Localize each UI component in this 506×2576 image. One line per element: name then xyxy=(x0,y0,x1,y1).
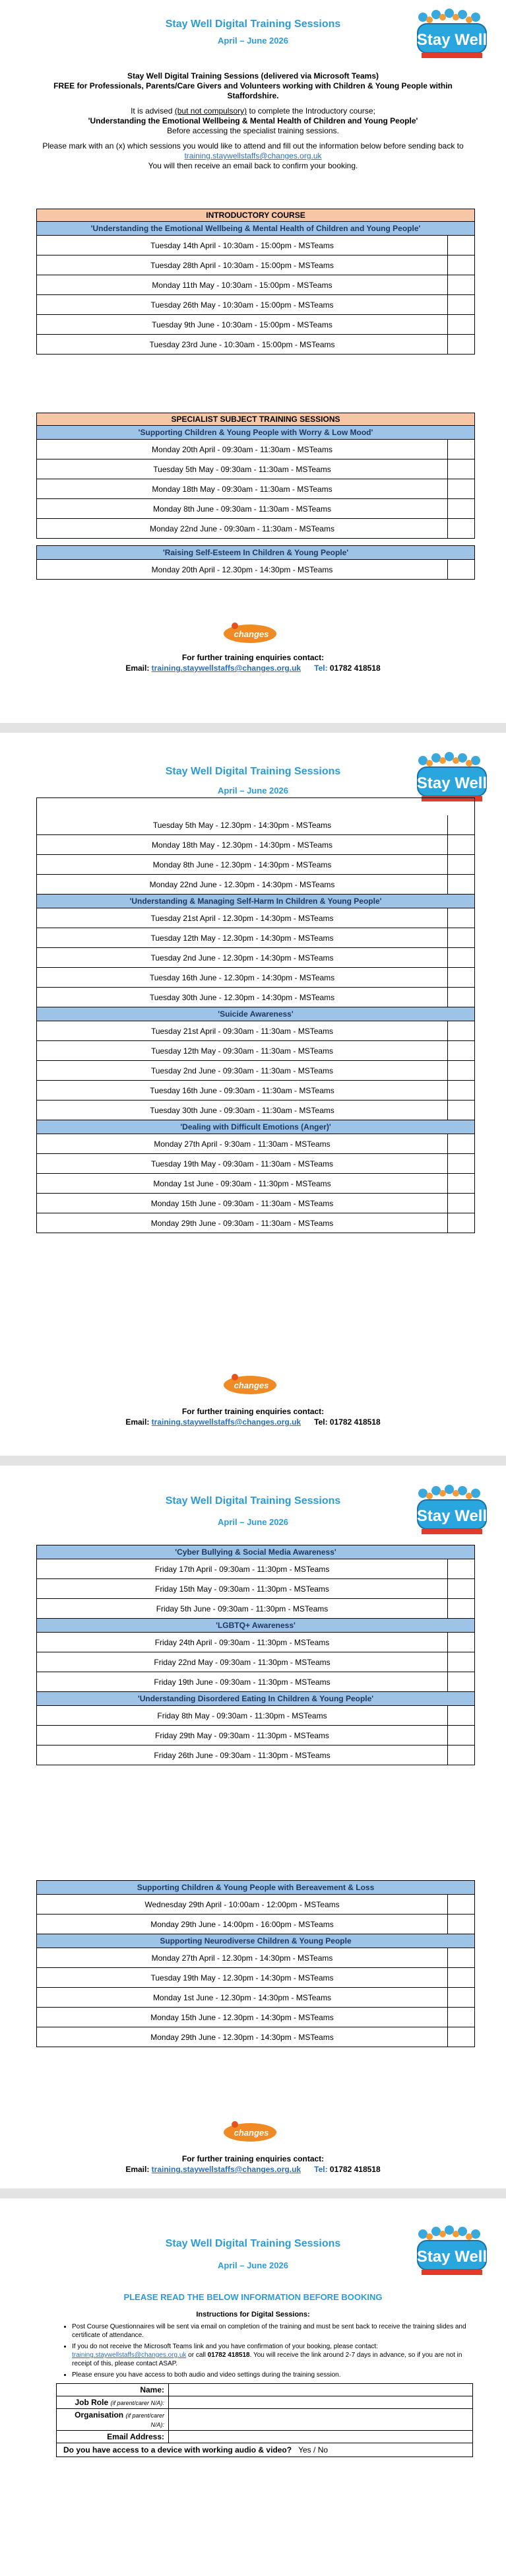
session-row xyxy=(36,948,475,968)
session-select-box[interactable] xyxy=(448,968,474,987)
session-select-box[interactable] xyxy=(448,1915,474,1934)
anger-title: 'Dealing with Difficult Emotions (Anger)' xyxy=(36,1120,475,1134)
session-row xyxy=(36,1652,475,1672)
session-select-box[interactable] xyxy=(448,1213,474,1233)
session-label: Monday 1st June - 12.30pm - 14:30pm - MSTeams xyxy=(37,1988,448,2007)
session-row xyxy=(36,1895,475,1915)
session-select-box[interactable] xyxy=(448,1633,474,1652)
session-label: Tuesday 30th June - 09:30am - 11:30am - MSTeams xyxy=(37,1101,448,1120)
session-label: Friday 8th May - 09:30am - 11:30pm - MSTeams xyxy=(37,1706,448,1725)
session-label: Tuesday 19th May - 12.30pm - 14:30pm - MSTeams xyxy=(37,1968,448,1987)
session-row xyxy=(36,1968,475,1988)
session-select-box[interactable] xyxy=(448,1706,474,1725)
page-title: Stay Well Digital Training Sessions xyxy=(165,18,341,30)
session-label: Tuesday 2nd June - 09:30am - 11:30am - MSTeams xyxy=(37,1061,448,1080)
session-label: Tuesday 5th May - 12.30pm - 14:30pm - MSTeams xyxy=(37,815,448,834)
session-label: Monday 22nd June - 09:30am - 11:30am - MSTeams xyxy=(37,519,448,538)
session-row xyxy=(36,236,475,255)
session-label: Tuesday 5th May - 09:30am - 11:30am - MSTeams xyxy=(37,459,448,479)
instructions-list xyxy=(63,2322,468,2382)
session-label: Tuesday 19th May - 09:30am - 11:30am - MSTeams xyxy=(37,1154,448,1173)
selfesteem-title: 'Raising Self-Esteem In Children & Young People' xyxy=(36,545,475,560)
session-row xyxy=(36,1559,475,1579)
device-question: Do you have access to a device with working audio & video? Yes / No xyxy=(63,2445,329,2455)
session-label: Tuesday 21st April - 09:30am - 11:30am - MSTeams xyxy=(37,1021,448,1040)
session-select-box[interactable] xyxy=(448,459,474,479)
session-select-box[interactable] xyxy=(448,988,474,1007)
session-row xyxy=(36,479,475,499)
session-row xyxy=(36,875,475,895)
session-row xyxy=(36,440,475,459)
svg-text:Stay Well: Stay Well xyxy=(416,31,488,49)
session-row xyxy=(36,2008,475,2027)
email-row xyxy=(57,2431,472,2443)
session-row xyxy=(36,1021,475,1041)
svg-text:changes: changes xyxy=(234,629,269,639)
session-row xyxy=(36,1081,475,1101)
session-label: Friday 5th June - 09:30am - 11:30pm - MSTeams xyxy=(37,1599,448,1618)
name-label: Name: xyxy=(57,2384,169,2396)
session-select-box[interactable] xyxy=(448,479,474,498)
org-row xyxy=(57,2409,472,2431)
session-select-box[interactable] xyxy=(448,1081,474,1100)
session-select-box[interactable] xyxy=(448,560,474,579)
email-label: Email Address: xyxy=(57,2431,169,2443)
email-field[interactable] xyxy=(169,2431,472,2443)
device-row xyxy=(57,2443,472,2457)
session-select-box[interactable] xyxy=(448,1579,474,1598)
session-row xyxy=(36,1174,475,1194)
svg-text:changes: changes xyxy=(234,2128,269,2138)
selfharm-title: 'Understanding & Managing Self-Harm In Children & Young People' xyxy=(36,895,475,908)
session-select-box[interactable] xyxy=(448,875,474,894)
session-label: Tuesday 30th June - 12.30pm - 14:30pm - MSTeams xyxy=(37,988,448,1007)
organisation-field[interactable] xyxy=(169,2409,472,2430)
session-row xyxy=(36,295,475,315)
session-label: Wednesday 29th April - 10:00am - 12:00pm - MSTeams xyxy=(37,1895,448,1914)
session-row xyxy=(36,908,475,928)
intro-course-title: 'Understanding the Emotional Wellbeing & Mental Health of Children and Young People' xyxy=(36,222,475,236)
session-select-box[interactable] xyxy=(448,440,474,459)
device-options[interactable]: Yes / No xyxy=(298,2445,329,2455)
session-label: Friday 29th May - 09:30am - 11:30pm - MSTeams xyxy=(37,1726,448,1745)
support-email-link[interactable]: training.staywellstaffs@changes.org.uk xyxy=(72,2352,187,2359)
session-label: Monday 22nd June - 12.30pm - 14:30pm - MSTeams xyxy=(37,875,448,894)
session-select-box[interactable] xyxy=(448,908,474,928)
instruction-item: • If you do not receive the Microsoft Teams link and you have confirmation of your booking, please contact: training.staywellstaffs@changes.org.uk or call 01782 418518. You will receive the link around 2-7 days in advance, so if you are not in receipt of this, please contact ASAP. xyxy=(72,2342,468,2368)
contact-email-link[interactable]: training.staywellstaffs@changes.org.uk xyxy=(151,663,301,673)
session-select-box[interactable] xyxy=(448,835,474,854)
session-row xyxy=(36,988,475,1007)
session-select-box[interactable] xyxy=(448,1652,474,1672)
session-select-box[interactable] xyxy=(448,1895,474,1914)
page-1 xyxy=(0,0,506,723)
intro-course-header: INTRODUCTORY COURSE xyxy=(36,209,475,222)
session-label: Monday 11th May - 10:30am - 15:00pm - MSTeams xyxy=(37,275,448,294)
name-row xyxy=(57,2384,472,2396)
session-select-box[interactable] xyxy=(448,1988,474,2007)
session-label: Monday 18th May - 12.30pm - 14:30pm - MSTeams xyxy=(37,835,448,854)
worry-title: 'Supporting Children & Young People with Worry & Low Mood' xyxy=(36,426,475,440)
svg-text:Stay Well: Stay Well xyxy=(416,774,488,792)
page-title: Stay Well Digital Training Sessions xyxy=(165,766,341,777)
session-row xyxy=(36,275,475,295)
session-label: Monday 29th June - 12.30pm - 14:30pm - MSTeams xyxy=(37,2027,448,2047)
session-row xyxy=(36,335,475,355)
page-4 xyxy=(0,2198,506,2576)
session-row xyxy=(36,1101,475,1120)
session-row xyxy=(36,1633,475,1652)
session-row xyxy=(36,1672,475,1692)
session-select-box[interactable] xyxy=(448,236,474,255)
session-row xyxy=(36,1746,475,1765)
session-label: Tuesday 16th June - 12.30pm - 14:30pm - MSTeams xyxy=(37,968,448,987)
session-row xyxy=(36,560,475,580)
session-row xyxy=(36,1915,475,1934)
session-select-box[interactable] xyxy=(448,1041,474,1060)
stay-well-logo xyxy=(412,8,491,62)
instruction-item: • Please ensure you have access to both audio and video settings during the training session. xyxy=(72,2371,468,2379)
session-select-box[interactable] xyxy=(448,1154,474,1173)
session-row xyxy=(36,855,475,875)
session-label: Monday 8th June - 09:30am - 11:30am - MSTeams xyxy=(37,499,448,518)
session-label: Monday 29th June - 14:00pm - 16:00pm - MSTeams xyxy=(37,1915,448,1934)
svg-text:changes: changes xyxy=(234,1380,269,1390)
session-select-box[interactable] xyxy=(448,1948,474,1967)
session-label: Monday 15th June - 12.30pm - 14:30pm - MSTeams xyxy=(37,2008,448,2027)
session-row xyxy=(36,1599,475,1619)
session-label: Tuesday 26th May - 10:30am - 15:00pm - MSTeams xyxy=(37,295,448,314)
session-select-box[interactable] xyxy=(448,255,474,275)
session-select-box[interactable] xyxy=(448,1174,474,1193)
job-role-field[interactable] xyxy=(169,2396,472,2408)
session-label: Monday 20th April - 09:30am - 11:30am - MSTeams xyxy=(37,440,448,459)
session-row xyxy=(36,1213,475,1233)
session-row xyxy=(36,255,475,275)
session-row xyxy=(36,315,475,335)
session-label: Monday 1st June - 09:30am - 11:30pm - MSTeams xyxy=(37,1174,448,1193)
session-row xyxy=(36,815,475,835)
page3-table-a xyxy=(36,1545,475,1765)
session-select-box[interactable] xyxy=(448,295,474,314)
name-field[interactable] xyxy=(169,2384,472,2396)
session-label: Friday 17th April - 09:30am - 11:30pm - MSTeams xyxy=(37,1559,448,1578)
session-row xyxy=(36,499,475,519)
session-select-box[interactable] xyxy=(448,928,474,947)
svg-text:Stay Well: Stay Well xyxy=(416,2248,488,2266)
session-row xyxy=(36,1061,475,1081)
selfesteem-cont-table xyxy=(36,797,475,1233)
session-label: Tuesday 9th June - 10:30am - 15:00pm - MSTeams xyxy=(37,315,448,334)
page3-table-b xyxy=(36,1880,475,2047)
session-label: Tuesday 28th April - 10:30am - 15:00pm - MSTeams xyxy=(37,255,448,275)
session-select-box[interactable] xyxy=(448,1726,474,1745)
session-select-box[interactable] xyxy=(448,1599,474,1618)
session-select-box[interactable] xyxy=(448,1061,474,1080)
role-label: Job Role (if parent/carer N/A): xyxy=(57,2396,169,2408)
page-subtitle: April – June 2026 xyxy=(218,786,288,796)
session-row xyxy=(36,2027,475,2047)
page-subtitle: April – June 2026 xyxy=(218,1517,288,1527)
session-select-box[interactable] xyxy=(448,335,474,354)
org-label: Organisation (if parent/carer N/A): xyxy=(57,2409,169,2430)
session-select-box[interactable] xyxy=(448,1968,474,1987)
page-title: Stay Well Digital Training Sessions xyxy=(165,1495,341,1507)
role-row xyxy=(57,2396,472,2409)
specialist-header: SPECIALIST SUBJECT TRAINING SESSIONS xyxy=(36,413,475,426)
session-select-box[interactable] xyxy=(448,1672,474,1691)
session-row xyxy=(36,835,475,855)
instructions-heading: Instructions for Digital Sessions: xyxy=(196,2311,310,2319)
page-subtitle: April – June 2026 xyxy=(218,2260,288,2270)
session-select-box[interactable] xyxy=(448,275,474,294)
session-select-box[interactable] xyxy=(448,948,474,967)
changes-logo xyxy=(220,621,280,644)
session-label: Monday 18th May - 09:30am - 11:30am - MSTeams xyxy=(37,479,448,498)
session-label: Monday 20th April - 12.30pm - 14:30pm - MSTeams xyxy=(37,560,448,579)
intro-course-table xyxy=(36,209,475,355)
session-row xyxy=(36,1726,475,1746)
contact-block: For further training enquiries contact: Email: training.staywellstaffs@changes.org.uk Tel: 01782 418518 xyxy=(125,2154,381,2174)
changes-logo xyxy=(220,1372,280,1396)
session-label: Friday 19th June - 09:30am - 11:30pm - MSTeams xyxy=(37,1672,448,1691)
session-label: Friday 26th June - 09:30am - 11:30pm - MSTeams xyxy=(37,1746,448,1765)
session-row xyxy=(36,459,475,479)
svg-text:Stay Well: Stay Well xyxy=(416,1507,488,1525)
changes-logo xyxy=(220,2119,280,2143)
lgbtq-title: 'LGBTQ+ Awareness' xyxy=(36,1619,475,1633)
session-label: Friday 24th April - 09:30am - 11:30pm - MSTeams xyxy=(37,1633,448,1652)
bereavement-title: Supporting Children & Young People with Bereavement & Loss xyxy=(36,1880,475,1895)
contact-block: For further training enquiries contact: Email: training.staywellstaffs@changes.org.uk Tel: 01782 418518 xyxy=(125,653,381,673)
page-3 xyxy=(0,1466,506,2188)
session-select-box[interactable] xyxy=(448,2027,474,2047)
session-select-box[interactable] xyxy=(448,315,474,334)
booking-warning: PLEASE READ THE BELOW INFORMATION BEFORE BOOKING xyxy=(123,2292,383,2302)
contact-email-link[interactable]: training.staywellstaffs@changes.org.uk xyxy=(151,1417,301,1427)
instruction-item: • Post Course Questionnaires will be sent via email on completion of the training and must be sent back to receive the training slides and certificate of attendance. xyxy=(72,2322,468,2340)
session-label: Tuesday 12th May - 12.30pm - 14:30pm - MSTeams xyxy=(37,928,448,947)
page-2 xyxy=(0,733,506,1456)
page-title: Stay Well Digital Training Sessions xyxy=(165,2238,341,2249)
session-row xyxy=(36,1041,475,1061)
page-subtitle: April – June 2026 xyxy=(218,36,288,46)
intro-text: Stay Well Digital Training Sessions (delivered via Microsoft Teams) FREE for Professionals, Parents/Care Givers and Volunteers working with Children & Young People within Staffordshire. It is advised (but not compulsory) to complete the Introductory course; 'Understanding the Emotional Wellbeing & Mental Health of Children and Young People' Before accessing the specialist training sessions. Please mark with an (x) which sessions you would like to attend and fill out the information below before sending back to training.staywellstaffs@changes.org.uk You will then receive an email back to confirm your booking. xyxy=(42,71,464,170)
neuro-title: Supporting Neurodiverse Children & Young People xyxy=(36,1934,475,1948)
session-select-box[interactable] xyxy=(448,855,474,874)
session-label: Monday 15th June - 09:30am - 11:30am - MSTeams xyxy=(37,1194,448,1213)
cyber-title: 'Cyber Bullying & Social Media Awareness' xyxy=(36,1545,475,1559)
session-label: Tuesday 23rd June - 10:30am - 15:00pm - MSTeams xyxy=(37,335,448,354)
session-label: Tuesday 2nd June - 12.30pm - 14:30pm - MSTeams xyxy=(37,948,448,967)
stay-well-logo xyxy=(412,1484,491,1538)
session-label: Monday 27th April - 9:30am - 11:30am - MSTeams xyxy=(37,1134,448,1153)
suicide-title: 'Suicide Awareness' xyxy=(36,1007,475,1021)
session-label: Friday 15th May - 09:30am - 11:30pm - MSTeams xyxy=(37,1579,448,1598)
session-row xyxy=(36,928,475,948)
session-label: Tuesday 21st April - 12.30pm - 14:30pm - MSTeams xyxy=(37,908,448,928)
booking-form xyxy=(56,2383,473,2457)
session-label: Monday 27th April - 12.30pm - 14:30pm - MSTeams xyxy=(37,1948,448,1967)
session-select-box[interactable] xyxy=(448,2008,474,2027)
stay-well-logo xyxy=(412,2225,491,2279)
session-label: Tuesday 12th May - 09:30am - 11:30am - MSTeams xyxy=(37,1041,448,1060)
session-select-box[interactable] xyxy=(448,1746,474,1765)
session-row xyxy=(36,1706,475,1726)
worry-table xyxy=(36,413,475,580)
session-select-box[interactable] xyxy=(448,519,474,538)
session-row xyxy=(36,1194,475,1213)
session-select-box[interactable] xyxy=(448,1134,474,1153)
session-select-box[interactable] xyxy=(448,1021,474,1040)
session-row xyxy=(36,1154,475,1174)
session-label: Monday 29th June - 09:30am - 11:30am - MSTeams xyxy=(37,1213,448,1233)
session-select-box[interactable] xyxy=(448,499,474,518)
eating-title: 'Understanding Disordered Eating In Children & Young People' xyxy=(36,1692,475,1706)
session-select-box[interactable] xyxy=(448,815,474,834)
session-label: Tuesday 14th April - 10:30am - 15:00pm - MSTeams xyxy=(37,236,448,255)
session-row xyxy=(36,519,475,539)
contact-block: For further training enquiries contact: Email: training.staywellstaffs@changes.org.uk Tel: 01782 418518 xyxy=(125,1407,381,1427)
session-row xyxy=(36,1988,475,2008)
booking-email-link[interactable]: training.staywellstaffs@changes.org.uk xyxy=(184,151,322,160)
session-label: Monday 8th June - 12.30pm - 14:30pm - MSTeams xyxy=(37,855,448,874)
session-row xyxy=(36,1134,475,1154)
session-select-box[interactable] xyxy=(448,1194,474,1213)
session-select-box[interactable] xyxy=(448,1559,474,1578)
session-select-box[interactable] xyxy=(448,1101,474,1120)
session-label: Tuesday 16th June - 09:30am - 11:30am - MSTeams xyxy=(37,1081,448,1100)
session-row xyxy=(36,1948,475,1968)
session-label: Friday 22nd May - 09:30am - 11:30pm - MSTeams xyxy=(37,1652,448,1672)
contact-email-link[interactable]: training.staywellstaffs@changes.org.uk xyxy=(151,2165,301,2174)
session-row xyxy=(36,1579,475,1599)
session-row xyxy=(36,968,475,988)
